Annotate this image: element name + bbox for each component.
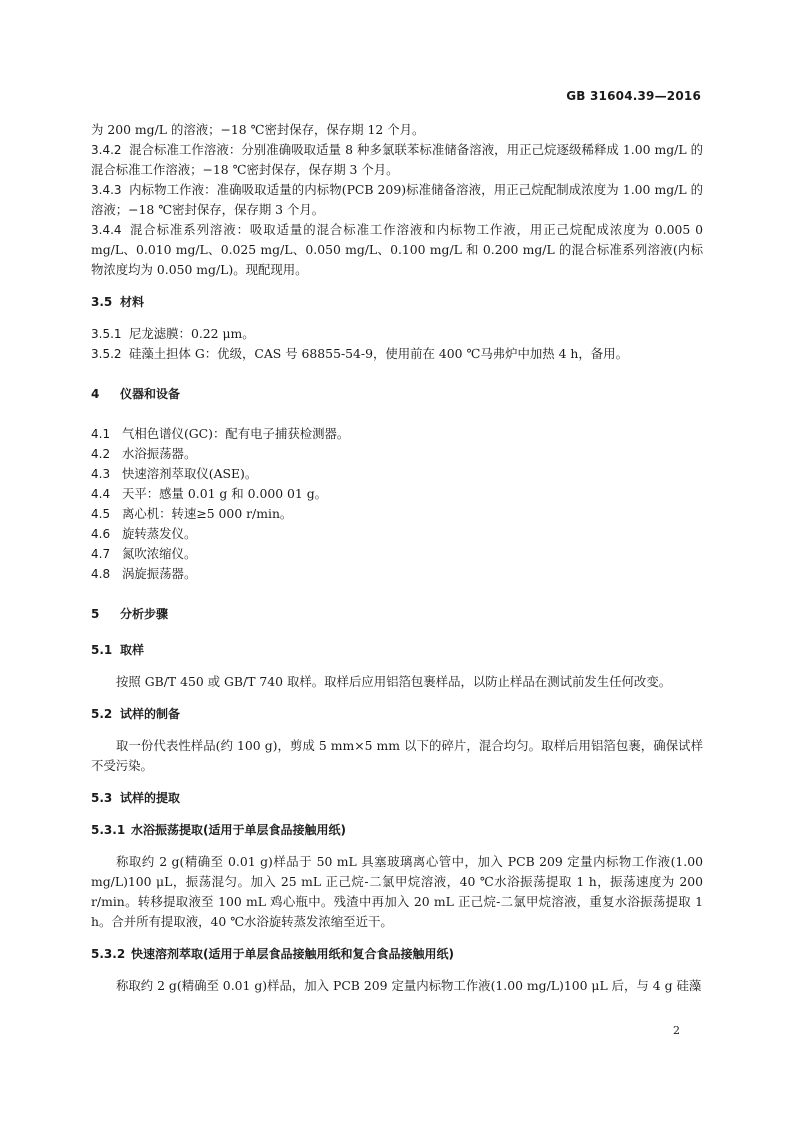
section-heading-4 [91,384,703,404]
section-title: 取样 [120,643,145,657]
section-number: 5.3.1 [91,823,126,837]
item-text: 内标物工作液：准确吸取适量的内标物(PCB 209)标准储备溶液，用正己烷配制成浓度为 1.00 mg/L 的溶液；−18 ℃密封保存，保存期 3 个月。 [91,182,703,217]
item-text: 天平：感量 0.01 g 和 0.000 01 g。 [122,486,328,501]
section-title: 材料 [120,295,145,309]
item-text: 水浴振荡器。 [122,446,197,461]
item-number: 4.2 [91,447,111,461]
item-text: 涡旋振荡器。 [122,566,197,581]
item-3-4-4 [91,220,703,280]
item-number: 4.6 [91,527,111,541]
section-number: 5.3.2 [91,947,126,961]
item-4-3 [91,464,703,484]
item-3-5-2 [91,344,703,364]
item-number: 4.4 [91,487,111,501]
continued-paragraph: 为 200 mg/L 的溶液；−18 ℃密封保存，保存期 12 个月。 [91,122,425,137]
item-number: 4.1 [91,427,111,441]
item-text: 氮吹浓缩仪。 [122,546,197,561]
item-4-4 [91,484,703,504]
section-heading-5-3 [91,788,703,808]
item-4-8 [91,564,703,584]
section-title: 试样的制备 [120,707,181,721]
section-heading-5 [91,604,703,624]
paragraph-5-2: 取一份代表性样品(约 100 g)，剪成 5 mm×5 mm 以下的碎片，混合均匀。取样后用铝箔包裹，确保试样不受污染。 [91,738,703,773]
item-text: 混合标准工作溶液：分别准确吸取适量 8 种多氯联苯标准储备溶液，用正己烷逐级稀释成 1.00 mg/L 的混合标准工作溶液；−18 ℃密封保存，保存期 3 个月。 [91,142,703,177]
document-body [91,120,703,996]
paragraph-5-3-2: 称取约 2 g(精确至 0.01 g)样品，加入 PCB 209 定量内标物工作液(1.00 mg/L)100 μL 后，与 4 g 硅藻 [116,978,702,993]
item-number: 3.5.2 [91,347,122,361]
section-number: 3.5 [91,295,113,309]
section-heading-5-1 [91,640,703,660]
section-title: 水浴振荡提取(适用于单层食品接触用纸) [131,823,346,837]
section-title: 快速溶剂萃取(适用于单层食品接触用纸和复合食品接触用纸) [131,947,454,961]
item-text: 离心机：转速≥5 000 r/min。 [122,506,293,521]
item-text: 旋转蒸发仪。 [122,526,197,541]
item-number: 4.3 [91,467,111,481]
item-number: 3.4.2 [91,143,122,157]
item-number: 4.5 [91,507,111,521]
page-number: 2 [673,1024,680,1037]
item-text: 气相色谱仪(GC)：配有电子捕获检测器。 [122,426,350,441]
item-3-4-2 [91,140,703,180]
item-number: 3.4.4 [91,223,122,237]
section-number: 4 [91,387,100,401]
item-text: 尼龙滤膜：0.22 μm。 [129,326,255,341]
item-number: 4.8 [91,567,111,581]
item-number: 3.5.1 [91,327,122,341]
section-heading-5-3-2 [91,944,703,964]
item-number: 4.7 [91,547,111,561]
item-4-5 [91,504,703,524]
paragraph-5-1: 按照 GB/T 450 或 GB/T 740 取样。取样后应用铝箔包裹样品，以防止样品在测试前发生任何改变。 [116,674,672,689]
paragraph-5-3-1: 称取约 2 g(精确至 0.01 g)样品于 50 mL 具塞玻璃离心管中，加入 PCB 209 定量内标物工作液(1.00 mg/L)100 μL，振荡混匀。加入 25 mL 正己烷-二氯甲烷溶液，40 ℃水浴振荡提取 1 h，振荡速度为 200 r/min。转移提取液至 100 mL 鸡心瓶中。残渣中再加入 20 mL 正己烷-二氯甲烷溶液，重复水浴振荡提取 1 h。合并所有提取液，40 ℃水浴旋转蒸发浓缩至近干。 [91,854,703,929]
item-text: 硅藻土担体 G：优级，CAS 号 68855-54-9，使用前在 400 ℃马弗炉中加热 4 h，备用。 [129,346,628,361]
item-4-2 [91,444,703,464]
item-number: 3.4.3 [91,183,122,197]
item-text: 快速溶剂萃取仪(ASE)。 [122,466,258,481]
item-text: 混合标准系列溶液：吸取适量的混合标准工作溶液和内标物工作液，用正己烷配成浓度为 0.005 0 mg/L、0.010 mg/L、0.025 mg/L、0.050 mg/L、0.100 mg/L 和 0.200 mg/L 的混合标准系列溶液(内标物浓度均为 0.050 mg/L)。现配现用。 [91,222,703,277]
section-heading-3-5 [91,292,703,312]
section-number: 5.3 [91,791,113,805]
section-number: 5.1 [91,643,113,657]
section-title: 仪器和设备 [120,387,181,401]
section-heading-5-2 [91,704,703,724]
item-3-5-1 [91,324,703,344]
section-number: 5.2 [91,707,113,721]
item-4-6 [91,524,703,544]
standard-code-header: GB 31604.39—2016 [566,89,701,103]
section-title: 分析步骤 [120,607,169,621]
section-heading-5-3-1 [91,820,703,840]
item-3-4-3 [91,180,703,220]
section-number: 5 [91,607,100,621]
item-4-7 [91,544,703,564]
section-title: 试样的提取 [120,791,181,805]
item-4-1 [91,424,703,444]
